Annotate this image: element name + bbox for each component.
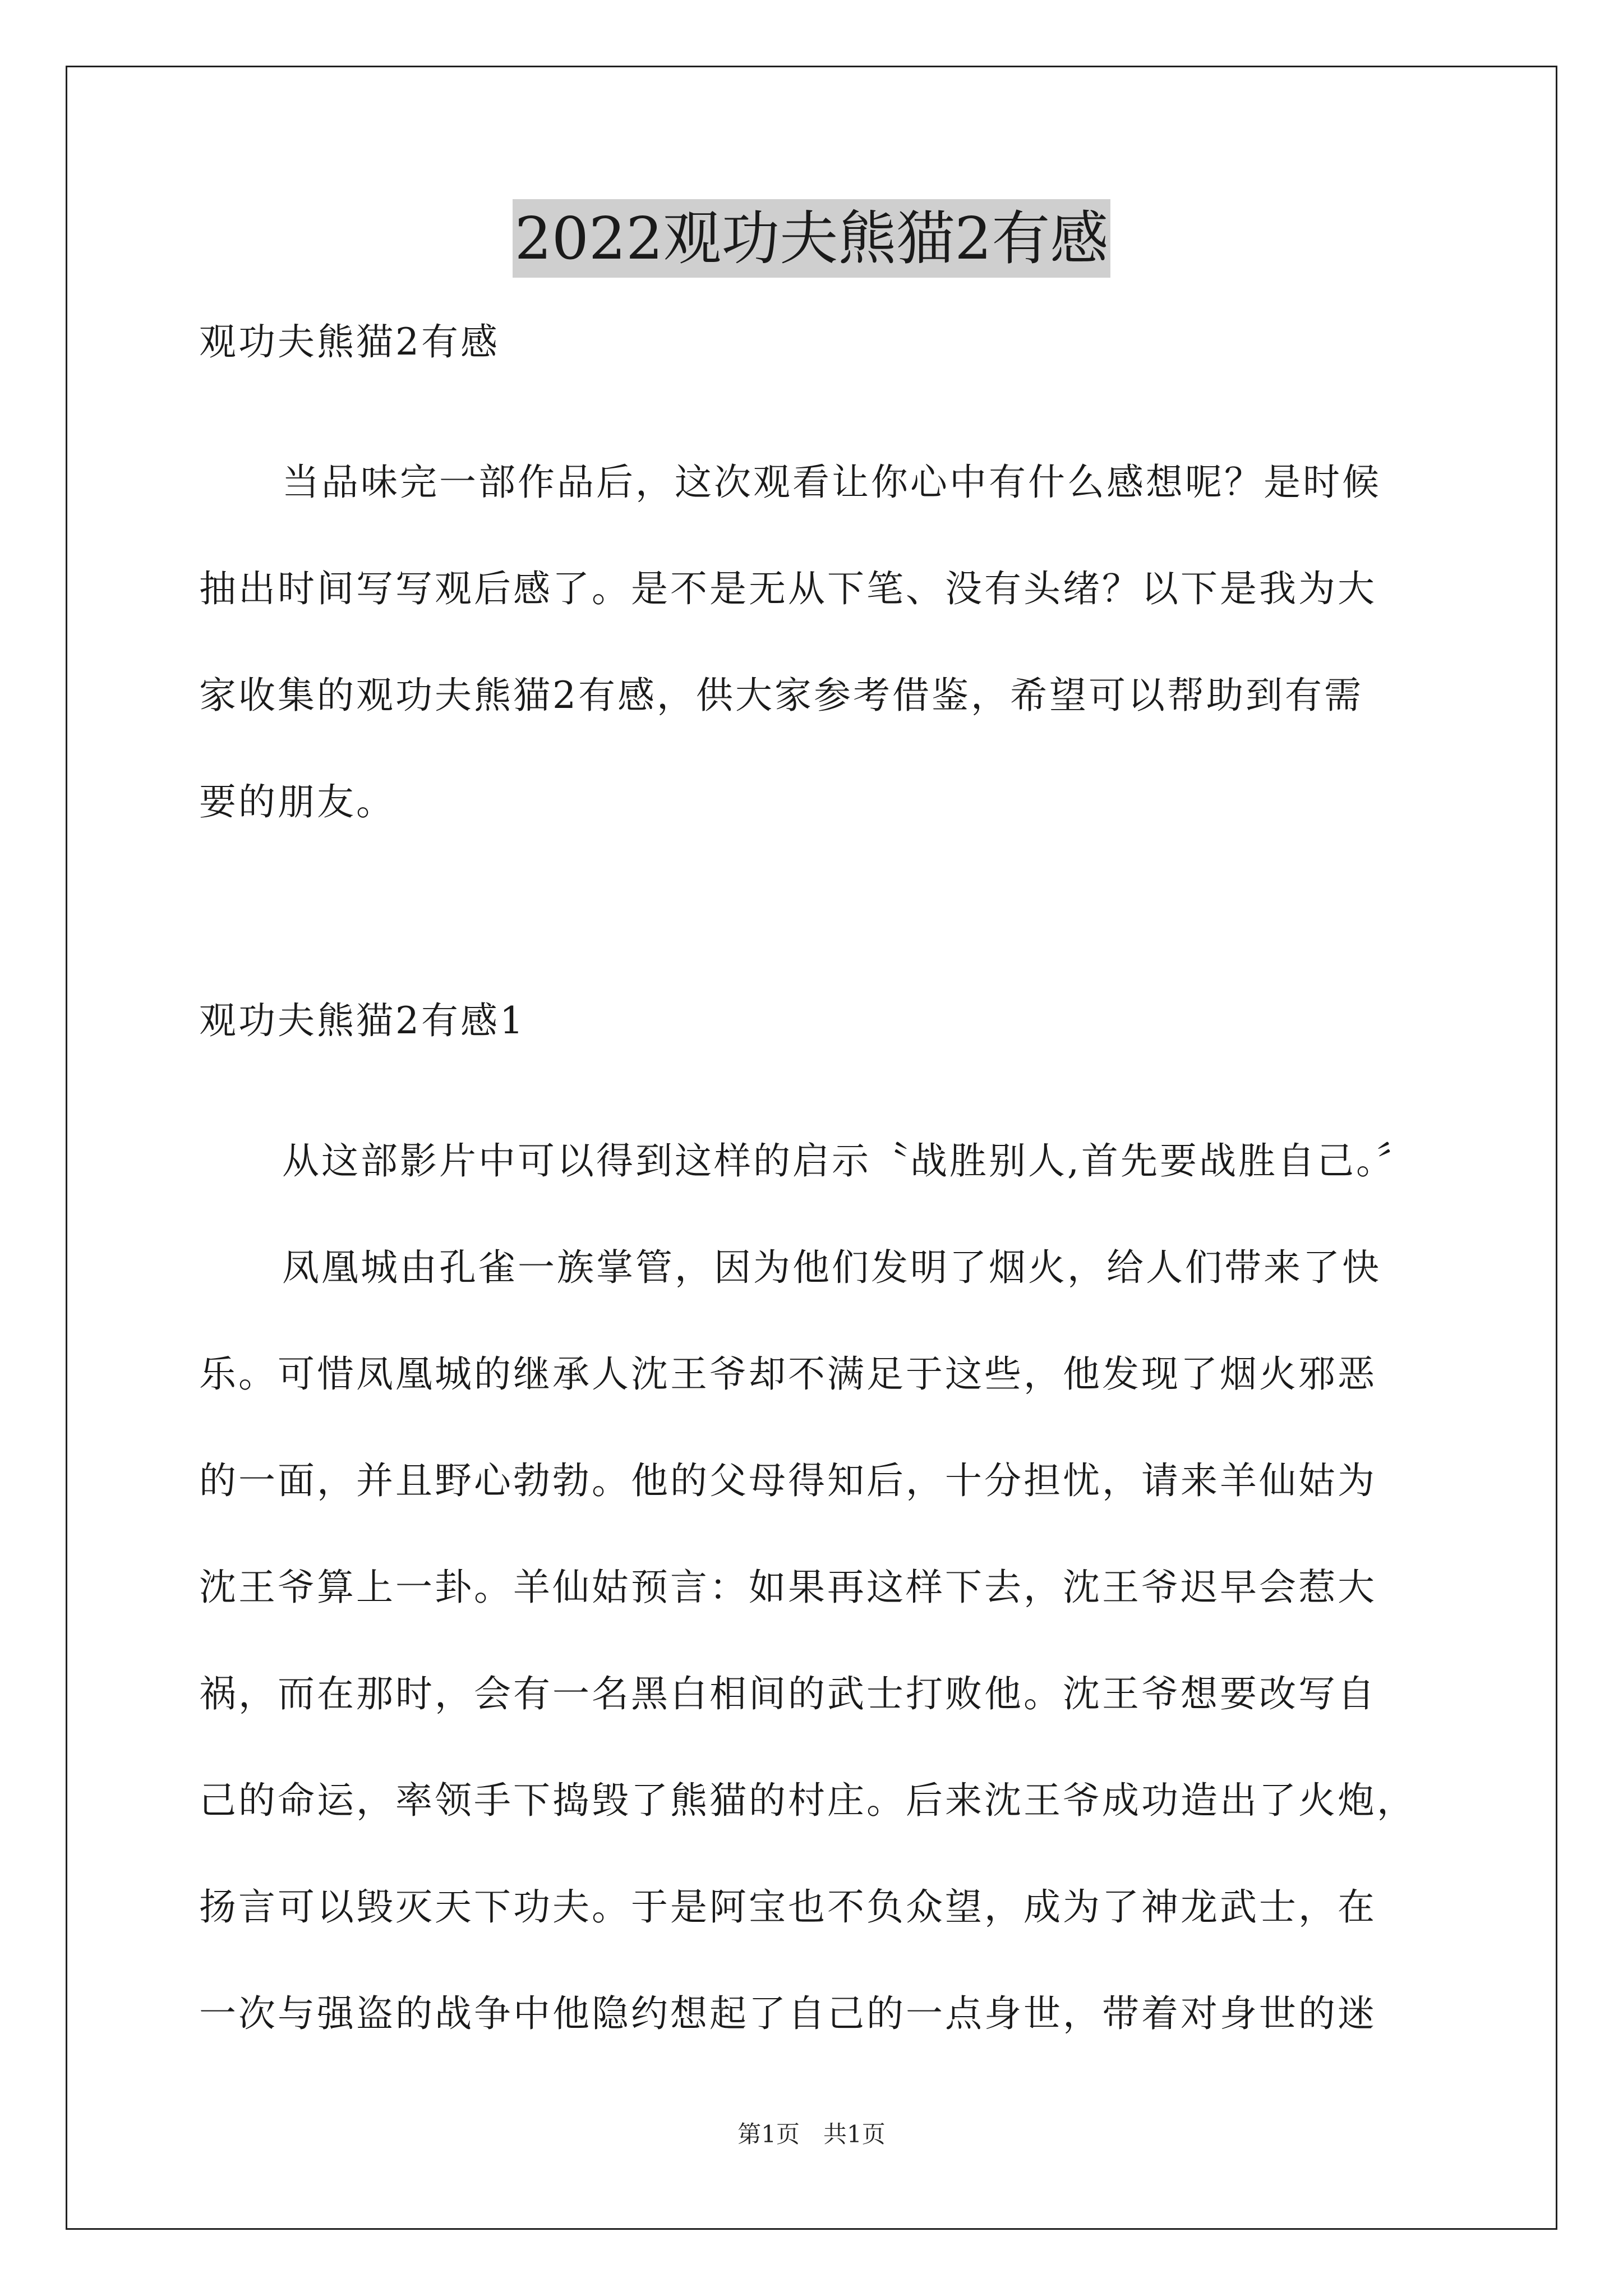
body-line: 己的命运，率领手下捣毁了熊猫的村庄。后来沈王爷成功造出了火炮， — [199, 1779, 1416, 1822]
body-line: 凤凰城由孔雀一族掌管，因为他们发明了烟火，给人们带来了快 — [282, 1246, 1381, 1289]
intro-line: 当品味完一部作品后，这次观看让你心中有什么感想呢？是时候 — [282, 461, 1381, 504]
body-line: 沈王爷算上一卦。羊仙姑预言：如果再这样下去，沈王爷迟早会惹大 — [199, 1566, 1377, 1609]
intro-line: 抽出时间写写观后感了。是不是无从下笔、没有头绪？以下是我为大 — [199, 567, 1377, 610]
section-heading: 观功夫熊猫2有感1 — [199, 999, 525, 1042]
document-title: 2022观功夫熊猫2有感 — [513, 199, 1111, 278]
section-heading: 观功夫熊猫2有感 — [199, 320, 500, 364]
body-line: 从这部影片中可以得到这样的启示〝战胜别人,首先要战胜自己。〞 — [282, 1139, 1416, 1182]
body-line: 扬言可以毁灭天下功夫。于是阿宝也不负众望，成为了神龙武士，在 — [199, 1885, 1377, 1929]
intro-line: 家收集的观功夫熊猫2有感，供大家参考借鉴，希望可以帮助到有需 — [199, 674, 1363, 717]
body-line: 乐。可惜凤凰城的继承人沈王爷却不满足于这些，他发现了烟火邪恶 — [199, 1352, 1377, 1396]
body-line: 一次与强盗的战争中他隐约想起了自己的一点身世，带着对身世的迷 — [199, 1992, 1377, 2035]
title-container — [0, 199, 1623, 278]
body-line: 祸，而在那时，会有一名黑白相间的武士打败他。沈王爷想要改写自 — [199, 1672, 1377, 1715]
intro-line: 要的朋友。 — [199, 780, 395, 823]
page-footer: 第1页 共1页 — [737, 2120, 886, 2148]
body-line: 的一面，并且野心勃勃。他的父母得知后，十分担忧，请来羊仙姑为 — [199, 1459, 1377, 1502]
